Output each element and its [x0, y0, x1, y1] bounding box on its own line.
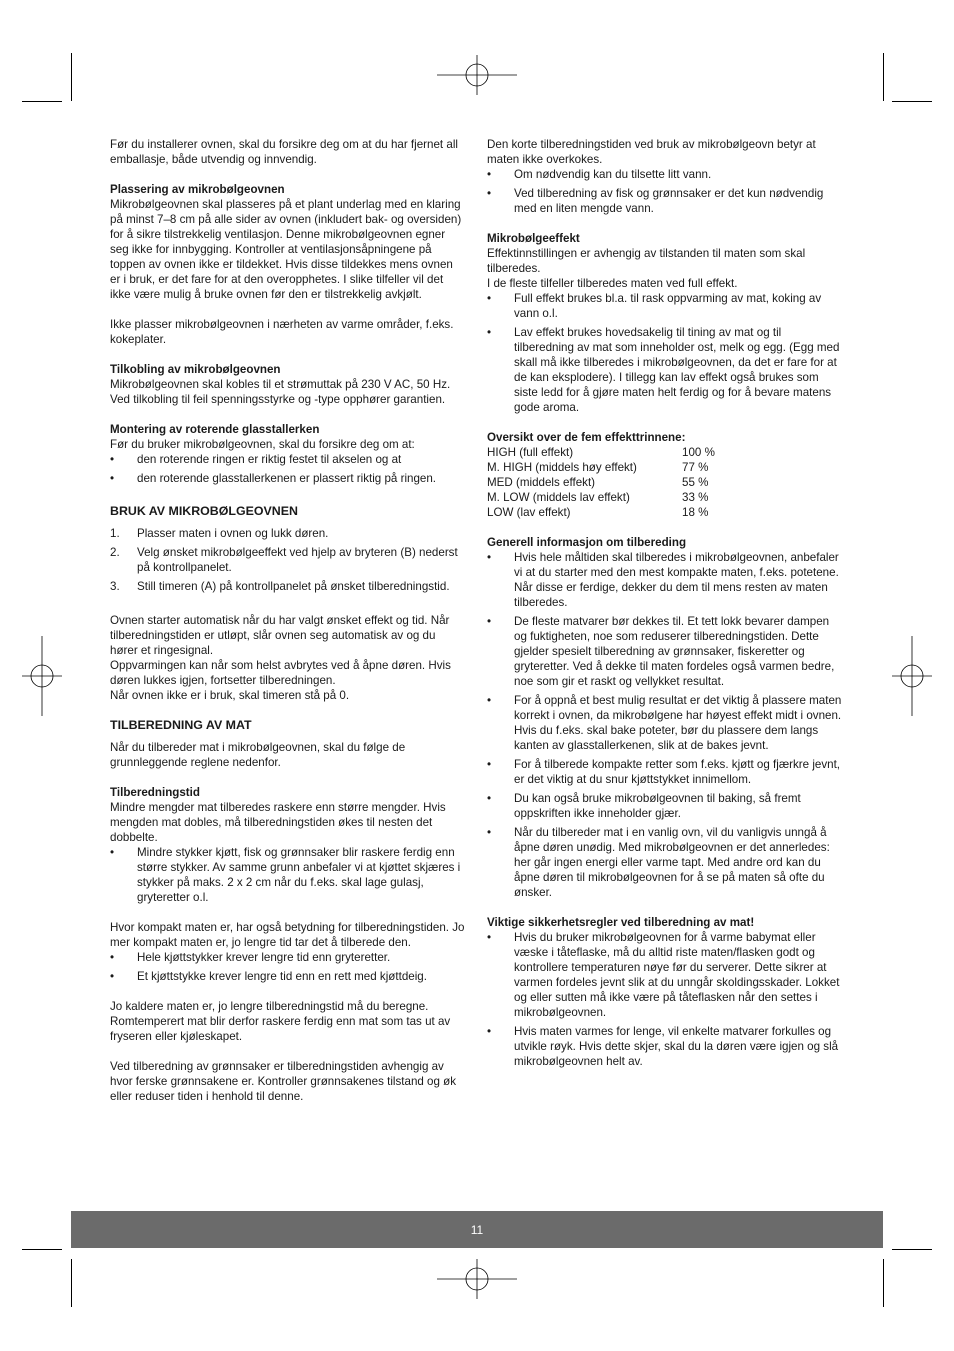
use-paragraph: Ovnen starter automatisk når du har valgt ønsket effekt og tid. Når tilberedningstiden er utløpt, slår ovnen seg automatisk av og du hører et ringesignal. — [110, 614, 450, 657]
list-item — [487, 550, 843, 610]
list-item — [487, 693, 843, 753]
list-item-text: Om nødvendig kan du tilsette litt vann. — [514, 168, 712, 181]
level-value: 18 % — [682, 506, 709, 519]
list-item — [487, 1024, 843, 1069]
power-paragraph: Effektinnstillingen er avhengig av tilstanden til maten som skal tilberedes. — [487, 247, 806, 275]
cooking-time-heading: Tilberedningstid — [110, 786, 200, 799]
crop-mark — [71, 1259, 72, 1307]
list-item-text: Et kjøttstykke krever lengre tid enn en rett med kjøttdeig. — [137, 970, 427, 983]
list-item — [487, 186, 843, 216]
list-item-text: den roterende glasstallerkenen er plassert riktig på ringen. — [137, 472, 437, 485]
safety-heading: Viktige sikkerhetsregler ved tilberedning av mat! — [487, 916, 755, 929]
level-name: M. HIGH (middels høy effekt) — [487, 461, 637, 474]
turntable-paragraph: Før du bruker mikrobølgeovnen, skal du forsikre deg om at: — [110, 438, 415, 451]
level-name: HIGH (full effekt) — [487, 446, 574, 459]
left-column — [110, 137, 466, 1104]
list-item-text: For å oppnå et best mulig resultat er det viktig å plassere maten korrekt i ovnen, da mikrobølgene har høyest effekt midt i ovnen. Hvis du f.eks. skal bake poteter, bør du plassere dem langs kanten av glasstallerkenen, slik at de bakes jevnt. — [514, 694, 842, 752]
right-column — [487, 137, 843, 1073]
bullet-icon: • — [487, 168, 492, 181]
bullet-icon: • — [110, 846, 115, 859]
step-text: Still timeren (A) på kontrollpanelet på ønsket tilberedningstid. — [137, 580, 450, 593]
step-text: Velg ønsket mikrobølgeeffekt ved hjelp av bryteren (B) nederst på kontrollpanelet. — [137, 546, 458, 574]
crop-mark — [883, 1259, 884, 1307]
crop-mark — [892, 1249, 932, 1250]
list-item — [110, 845, 466, 905]
cooking-section-heading: TILBEREDNING AV MAT — [110, 718, 252, 732]
list-item — [487, 825, 843, 900]
power-paragraph: I de fleste tilfeller tilberedes maten ved full effekt. — [487, 277, 738, 290]
placement-warning-paragraph: Ikke plasser mikrobølgeovnen i nærheten av varme områder, f.eks. kokeplater. — [110, 318, 454, 346]
cooking-paragraph: Ved tilberedning av grønnsaker er tilberedningstiden avhengig av hvor ferske grønnsakene er. Kontroller grønnsakenes tilstand og øk eller reduser tiden i henhold til denne. — [110, 1060, 457, 1103]
crop-mark — [883, 53, 884, 101]
crop-mark — [71, 53, 72, 101]
bullet-icon: • — [487, 694, 492, 707]
intro-paragraph: Før du installerer ovnen, skal du forsikre deg om at du har fjernet all emballasje, både utvendig og innvendig. — [110, 138, 458, 166]
list-item-text: Hvis du bruker mikrobølgeovnen for å varme babymat eller væske i tåteflaske, må du alltid riste maten/flasken godt og kontrollere temperaturen nøye før du serverer. Dette sikrer at varmen fordeles jevnt slik at du unngår skoldingsskader. Lokket og eller sutten må ikke være på tåteflasken når den settes i mikrobølgeovnen. — [514, 931, 840, 1019]
page-number: 11 — [470, 1223, 484, 1237]
table-row — [487, 490, 715, 505]
use-paragraph: Når ovnen ikke er i bruk, skal timeren stå på 0. — [110, 689, 350, 702]
list-item — [110, 471, 466, 486]
level-value: 55 % — [682, 476, 709, 489]
list-item — [487, 791, 843, 821]
bullet-icon: • — [487, 615, 492, 628]
list-item-text: For å tilberede kompakte retter som f.eks. kjøtt og fjærkre jevnt, er det viktig at du snur kjøttstykket innimellom. — [514, 758, 841, 786]
list-item-text: Hvis hele måltiden skal tilberedes i mikrobølgeovnen, anbefaler vi at du starter med den mest kompakte maten, f.eks. potetene. Når disse er ferdige, dekker du dem til mens resten av maten tilberedes. — [514, 551, 839, 609]
list-item-text: De fleste matvarer bør dekkes til. Et tett lokk bevarer dampen og fuktigheten, noe som reduserer tilberedningstiden. Dette gjelder spesielt tilberedning av grønnsaker, fiskeretter og gryteretter. Ved å dekke til maten fordeles også varmen bedre, noe som gir et raskt og vellykket resultat. — [514, 615, 835, 688]
connection-heading: Tilkobling av mikrobølgeovnen — [110, 363, 281, 376]
list-item — [487, 167, 843, 182]
placement-heading: Plassering av mikrobølgeovnen — [110, 183, 285, 196]
bullet-icon: • — [487, 551, 492, 564]
levels-heading: Oversikt over de fem effekttrinnene: — [487, 431, 686, 444]
level-value: 100 % — [682, 446, 715, 459]
power-levels-table — [487, 445, 715, 520]
cooking-paragraph: Hvor kompakt maten er, har også betydning for tilberedningstiden. Jo mer kompakt maten er, jo lengre tid tar det å tilberede den. — [110, 921, 465, 949]
table-row — [487, 460, 715, 475]
turntable-heading: Montering av roterende glasstallerken — [110, 423, 320, 436]
list-item — [110, 969, 466, 984]
use-section-heading: BRUK AV MIKROBØLGEOVNEN — [110, 504, 298, 518]
power-heading: Mikrobølgeeffekt — [487, 232, 580, 245]
cooking-time-paragraph: Mindre mengder mat tilberedes raskere enn større mengder. Hvis mengden mat dobles, må tilberedningstiden økes til nesten det dobbelte. — [110, 801, 446, 844]
step-item — [110, 579, 466, 594]
list-item-text: Du kan også bruke mikrobølgeovnen til baking, så fremt oppskriften ikke inneholder gjær. — [514, 792, 801, 820]
bullet-icon: • — [487, 931, 492, 944]
step-text: Plasser maten i ovnen og lukk døren. — [137, 527, 329, 540]
level-name: M. LOW (middels lav effekt) — [487, 491, 630, 504]
list-item-text: Hvis maten varmes for lenge, vil enkelte matvarer forkulles og utvikle røyk. Hvis dette skjer, skal du la døren være igjen og slå mikrobølgeovnen helt av. — [514, 1025, 839, 1068]
list-item-text: Ved tilberedning av fisk og grønnsaker er det kun nødvendig med en liten mengde vann. — [514, 187, 824, 215]
crop-mark — [22, 101, 62, 102]
table-row — [487, 445, 715, 460]
level-value: 33 % — [682, 491, 709, 504]
general-heading: Generell informasjon om tilbereding — [487, 536, 687, 549]
list-item — [487, 614, 843, 689]
registration-mark-icon — [22, 636, 62, 716]
level-value: 77 % — [682, 461, 709, 474]
list-item-text: Hele kjøttstykker krever lengre tid enn gryteretter. — [137, 951, 391, 964]
cooking-paragraph: Jo kaldere maten er, jo lengre tilberedningstid må du beregne. Romtemperert mat blir derfor raskere ferdig enn mat som tas ut av fryseren eller kjøleskapet. — [110, 1000, 451, 1043]
list-item — [487, 325, 843, 415]
list-item — [487, 291, 843, 321]
bullet-icon: • — [110, 970, 115, 983]
bullet-icon: • — [110, 951, 115, 964]
crop-mark — [22, 1249, 62, 1250]
registration-mark-icon — [892, 636, 932, 716]
page-footer-bar — [71, 1211, 883, 1248]
list-item-text: den roterende ringen er riktig festet til akselen og at — [137, 453, 402, 466]
crop-mark — [892, 101, 932, 102]
registration-mark-icon — [437, 55, 517, 95]
connection-paragraph: Mikrobølgeovnen skal kobles til et strømuttak på 230 V AC, 50 Hz. Ved tilkobling til feil spenningsstyrke og -type opphører garantien. — [110, 378, 451, 406]
bullet-icon: • — [110, 472, 115, 485]
level-name: LOW (lav effekt) — [487, 506, 571, 519]
step-item — [110, 526, 466, 541]
bullet-icon: • — [487, 758, 492, 771]
list-item — [487, 930, 843, 1020]
list-item-text: Full effekt brukes bl.a. til rask oppvarming av mat, koking av vann o.l. — [514, 292, 822, 320]
list-item — [110, 452, 466, 467]
cooking-paragraph: Når du tilbereder mat i mikrobølgeovnen, skal du følge de grunnleggende reglene nedenfor. — [110, 741, 406, 769]
list-item-text: Lav effekt brukes hovedsakelig til tining av mat og til tilberedning av mat som inneholder ost, melk og egg. (Egg med skall må ikke tilberedes i mikrobølgeovnen, da det er fare for at de kan eksplodere). I tillegg kan lav effekt også brukes som siste ledd for å gjøre maten helt ferdig og for å bevare matens gode aroma. — [514, 326, 840, 414]
list-item — [110, 950, 466, 965]
list-item-text: Når du tilbereder mat i en vanlig ovn, vil du vanligvis unngå å åpne døren unødig. Med mikrobølgeovnen er det annerledes: her går ingen energi eller varme tapt. Med andre ord kan du åpne døren til mikrobølgeovnen for å se på maten så ofte du ønsker. — [514, 826, 830, 899]
bullet-icon: • — [487, 826, 492, 839]
step-item — [110, 545, 466, 575]
bullet-icon: • — [487, 326, 492, 339]
bullet-icon: • — [487, 792, 492, 805]
bullet-icon: • — [487, 187, 492, 200]
step-number: 2. — [110, 546, 120, 559]
short-time-paragraph: Den korte tilberedningstiden ved bruk av mikrobølgeovn betyr at maten ikke overkokes. — [487, 138, 816, 166]
bullet-icon: • — [487, 1025, 492, 1038]
table-row — [487, 505, 715, 520]
bullet-icon: • — [487, 292, 492, 305]
placement-paragraph: Mikrobølgeovnen skal plasseres på et plant underlag med en klaring på minst 7–8 cm på alle sider av ovnen (inkludert bak- og oversiden) for å sikre tilstrekkelig ventilasjon. Denne mikrobølgeovnen egner seg ikke for innbygging. Kontroller at ventilasjonsåpningene på toppen av ovnen ikke er tildekket. Hvis disse tildekkes mens ovnen er i bruk, er det fare for at den overopphetes. I slike tilfeller vil det ikke være mulig å bruke ovnen før den er tilstrekkelig avkjølt. — [110, 198, 462, 301]
table-row — [487, 475, 715, 490]
level-name: MED (middels effekt) — [487, 476, 596, 489]
step-number: 1. — [110, 527, 120, 540]
step-number: 3. — [110, 580, 120, 593]
bullet-icon: • — [110, 453, 115, 466]
use-paragraph: Oppvarmingen kan når som helst avbrytes ved å åpne døren. Hvis døren lukkes igjen, fortsetter tilberedningen. — [110, 659, 451, 687]
list-item-text: Mindre stykker kjøtt, fisk og grønnsaker blir raskere ferdig enn større stykker. Av samme grunn anbefaler vi at kjøttet skjæres i stykker på maks. 2 x 2 cm når du f.eks. skal lage gulasj, gryteretter o.l. — [137, 846, 461, 904]
registration-mark-icon — [437, 1259, 517, 1299]
list-item — [487, 757, 843, 787]
